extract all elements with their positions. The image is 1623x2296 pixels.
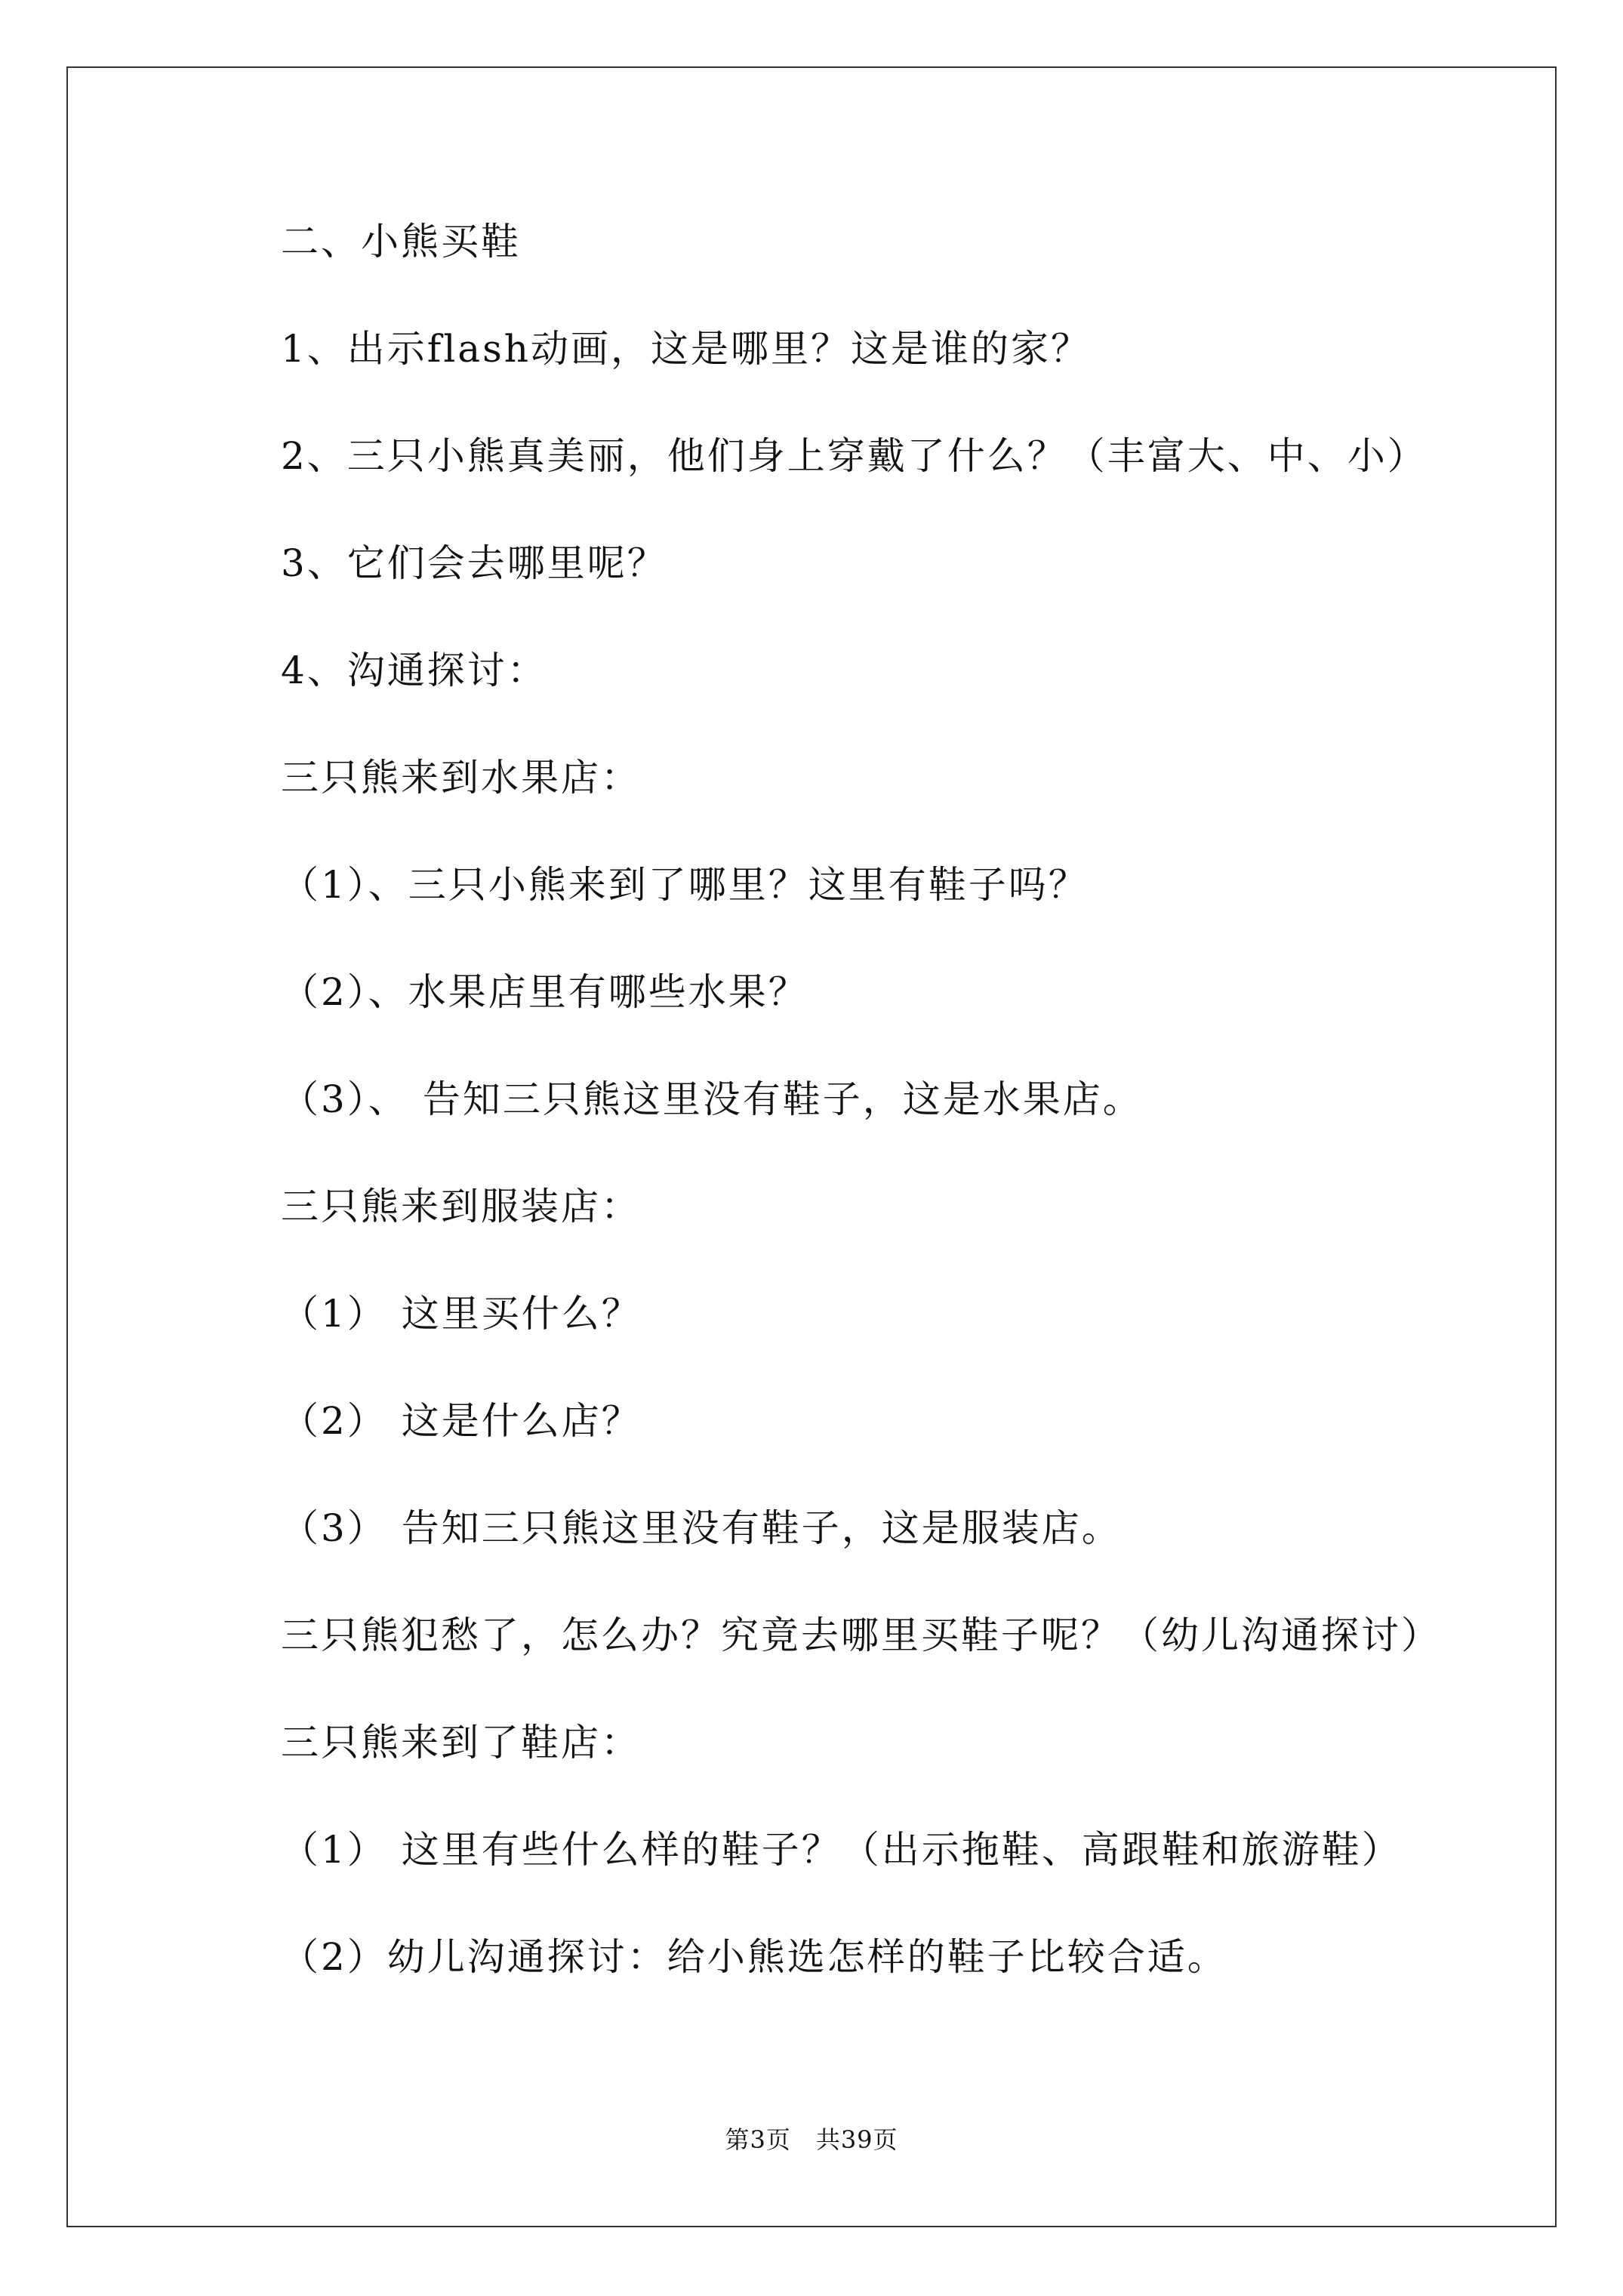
list-item: （2）、水果店里有哪些水果？ [281, 970, 808, 1014]
paragraph-line: 三只熊犯愁了，怎么办？究竟去哪里买鞋子呢？（幼儿沟通探讨） [281, 1613, 1441, 1657]
list-item: （1） 这里买什么？ [281, 1292, 642, 1336]
subheading-line: 三只熊来到水果店： [281, 756, 641, 800]
list-item: （2） 这是什么店？ [281, 1399, 642, 1443]
paragraph-line: 1、出示flash动画，这是哪里？这是谁的家？ [281, 327, 1091, 371]
page-border [66, 66, 1557, 2227]
paragraph-line: 2、三只小熊真美丽，他们身上穿戴了什么？（丰富大、中、小） [281, 434, 1427, 478]
list-item: （1）、三只小熊来到了哪里？这里有鞋子吗？ [281, 863, 1089, 907]
paragraph-line: 4、沟通探讨： [281, 649, 547, 692]
subheading-line: 三只熊来到服装店： [281, 1185, 641, 1228]
list-item: （1） 这里有些什么样的鞋子？（出示拖鞋、高跟鞋和旅游鞋） [281, 1828, 1402, 1872]
paragraph-line: 3、它们会去哪里呢？ [281, 541, 667, 585]
page-number-footer: 第3页 共39页 [725, 2125, 898, 2154]
list-item: （3）、 告知三只熊这里没有鞋子，这是水果店。 [281, 1077, 1143, 1121]
list-item: （3） 告知三只熊这里没有鞋子，这是服装店。 [281, 1506, 1122, 1550]
subheading-line: 三只熊来到了鞋店： [281, 1721, 641, 1764]
section-heading: 二、小熊买鞋 [281, 220, 521, 264]
list-item: （2）幼儿沟通探讨：给小熊选怎样的鞋子比较合适。 [281, 1935, 1227, 1979]
